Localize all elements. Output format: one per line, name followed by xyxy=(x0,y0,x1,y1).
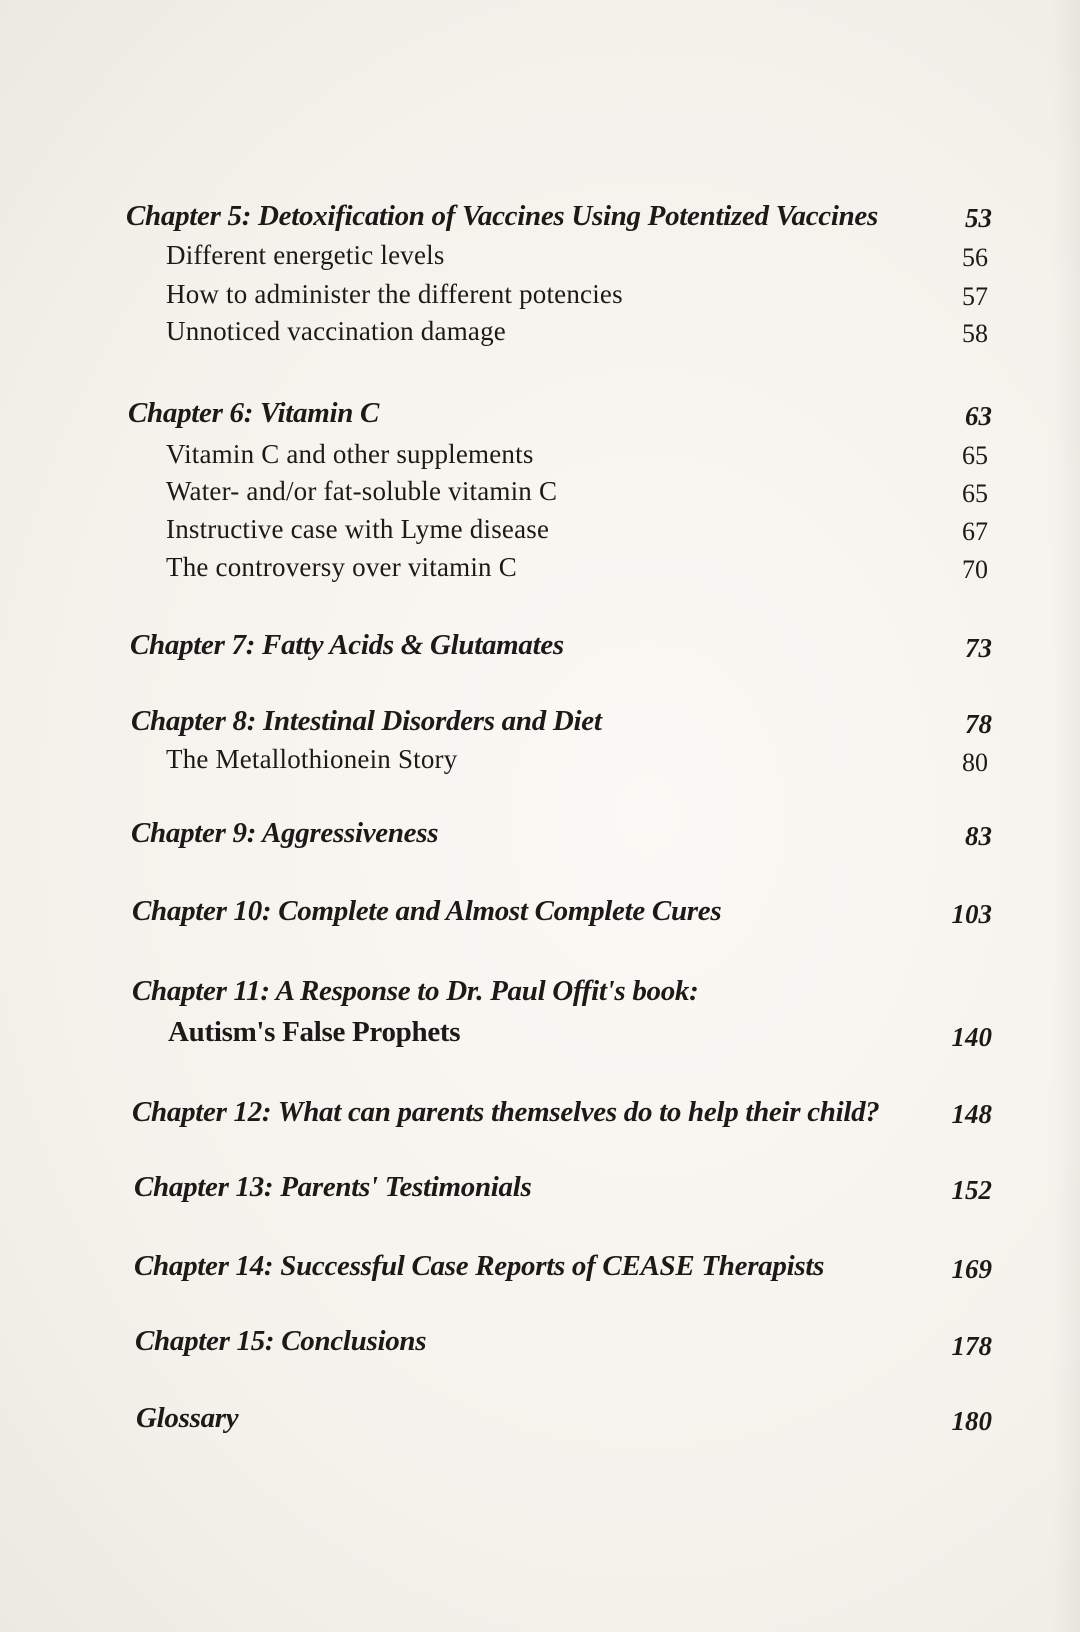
chapter-page: 148 xyxy=(951,1099,992,1129)
chapter-page: 53 xyxy=(965,203,992,233)
chapter-title: Chapter 8: Intestinal Disorders and Diet xyxy=(131,705,602,737)
chapter-page: 180 xyxy=(951,1406,992,1436)
chapter-page: 178 xyxy=(951,1331,992,1361)
chapter-title: Chapter 5: Detoxification of Vaccines Using Potentized Vaccines xyxy=(126,200,878,232)
chapter-title: Glossary xyxy=(136,1402,239,1434)
section-page: 67 xyxy=(962,517,988,546)
chapter-page: 63 xyxy=(965,401,992,431)
page-edge-shadow xyxy=(1052,0,1080,1632)
chapter-title: Chapter 15: Conclusions xyxy=(135,1325,427,1357)
chapter-page: 140 xyxy=(951,1022,992,1052)
section-title: The controversy over vitamin C xyxy=(166,552,517,582)
chapter-title: Chapter 10: Complete and Almost Complete Cures xyxy=(132,895,722,927)
chapter-page: 78 xyxy=(965,709,992,739)
section-page: 65 xyxy=(962,441,988,470)
chapter-title: Chapter 7: Fatty Acids & Glutamates xyxy=(130,629,564,661)
chapter-page: 152 xyxy=(951,1175,992,1205)
section-title: Vitamin C and other supplements xyxy=(166,439,534,469)
section-title: Unnoticed vaccination damage xyxy=(166,316,506,346)
section-page: 80 xyxy=(962,748,988,777)
chapter-title: Chapter 12: What can parents themselves do to help their child? xyxy=(132,1096,880,1128)
chapter-title: Chapter 9: Aggressiveness xyxy=(131,817,439,849)
chapter-title: Chapter 14: Successful Case Reports of CEASE Therapists xyxy=(134,1250,825,1282)
section-title: How to administer the different potencies xyxy=(166,279,623,309)
chapter-title-continuation: Autism's False Prophets xyxy=(168,1016,461,1048)
section-page: 56 xyxy=(962,243,988,272)
section-page: 65 xyxy=(962,479,988,508)
chapter-title: Chapter 6: Vitamin C xyxy=(128,397,380,429)
section-title: The Metallothionein Story xyxy=(166,744,458,774)
section-title: Instructive case with Lyme disease xyxy=(166,514,550,544)
section-page: 58 xyxy=(962,319,988,348)
chapter-page: 103 xyxy=(951,899,992,929)
chapter-page: 83 xyxy=(965,821,992,851)
section-page: 57 xyxy=(962,282,988,311)
chapter-title: Chapter 13: Parents' Testimonials xyxy=(134,1171,532,1203)
section-title: Water- and/or fat-soluble vitamin C xyxy=(166,476,558,506)
chapter-title: Chapter 11: A Response to Dr. Paul Offit's book: xyxy=(132,975,699,1007)
section-page: 70 xyxy=(962,555,988,584)
section-title: Different energetic levels xyxy=(166,240,445,270)
chapter-page: 73 xyxy=(965,633,992,663)
chapter-page: 169 xyxy=(951,1254,992,1284)
